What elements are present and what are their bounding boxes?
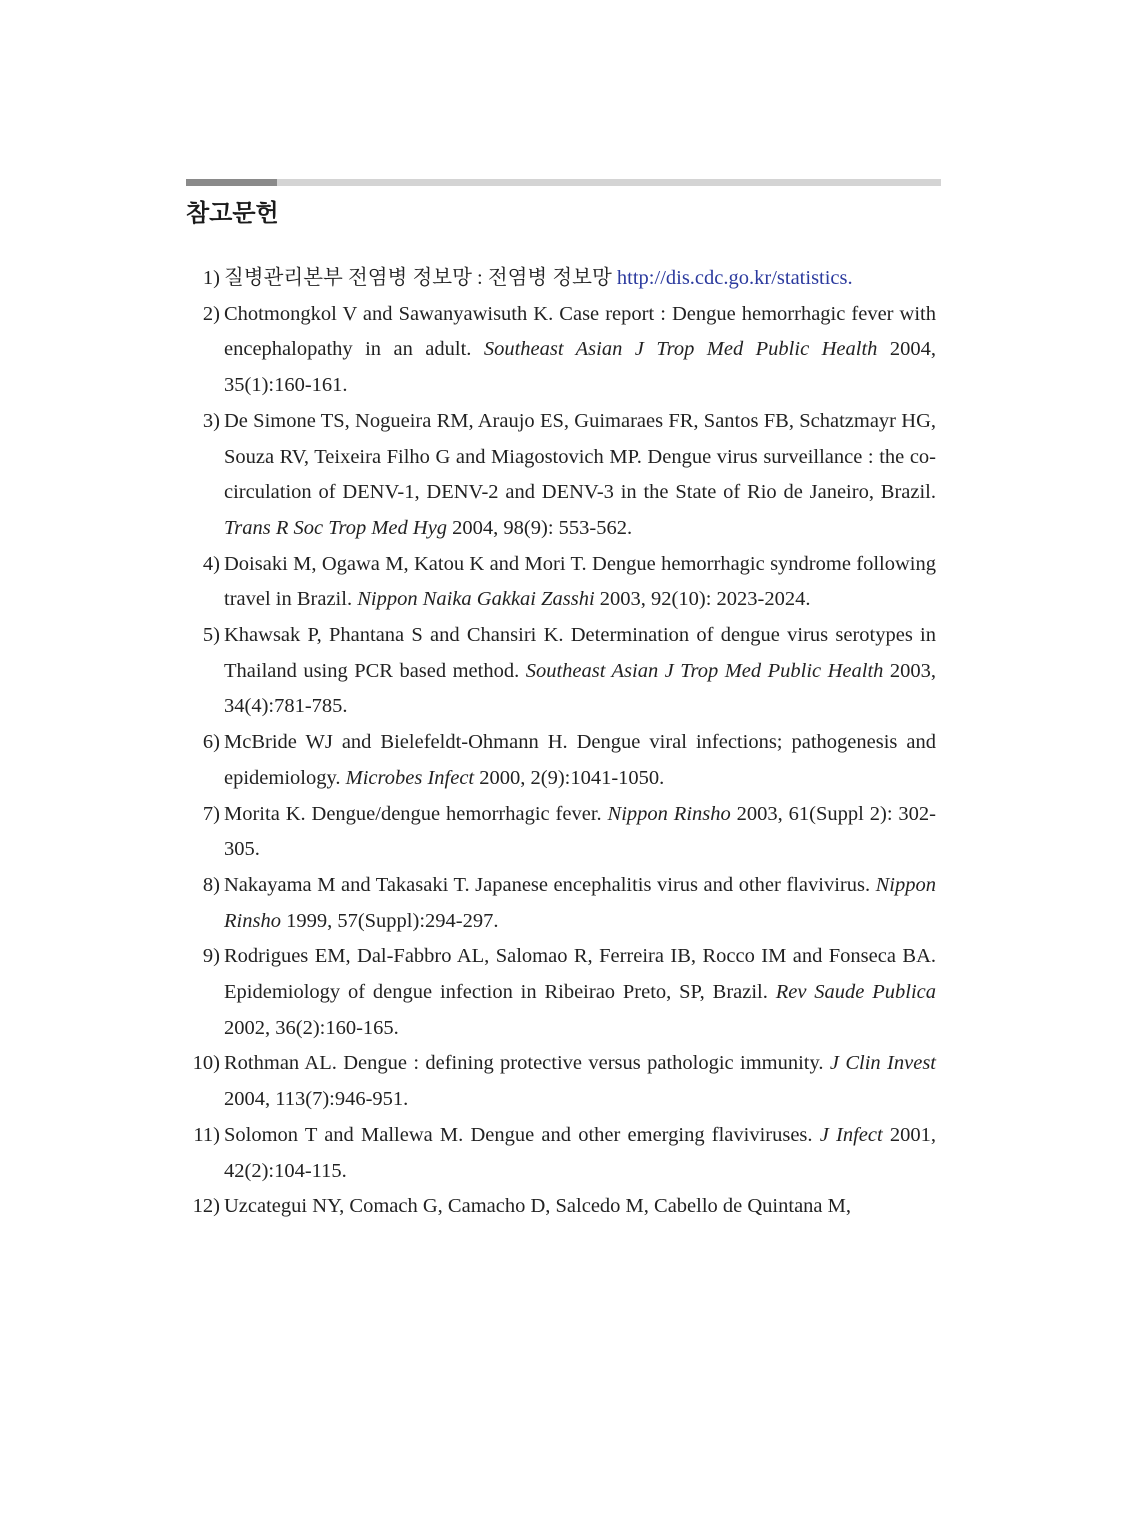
reference-item [186, 297, 936, 404]
reference-number: 7) [202, 802, 220, 825]
reference-item [186, 1046, 936, 1117]
reference-link[interactable]: http://dis.cdc.go.kr/statistics. [616, 267, 853, 289]
citation-details: 2003, 61(Suppl 2): 302-305. [224, 802, 936, 861]
reference-number: 9) [202, 945, 220, 968]
section-divider [186, 179, 941, 186]
reference-item [186, 725, 936, 796]
reference-text: Chotmongkol V and Sawanyawisuth K. Case report : Dengue hemorrhagic fever with encephalopathy in an adult. [224, 302, 936, 361]
citation-details: 1999, 57(Suppl):294-297. [280, 909, 499, 932]
journal-title: Trans R Soc Trop Med Hyg [224, 516, 448, 539]
journal-title: Nippon Rinsho [607, 802, 731, 825]
reference-number: 12) [192, 1195, 220, 1218]
reference-number: 2) [202, 302, 220, 325]
reference-text: Uzcategui NY, Comach G, Camacho D, Salcedo M, Cabello de Quintana M, [224, 1195, 852, 1218]
reference-list [186, 261, 936, 1225]
journal-title: Nippon Naika Gakkai Zasshi [357, 588, 595, 611]
reference-item [186, 868, 936, 939]
citation-details: 2002, 36(2):160-165. [224, 1016, 399, 1039]
reference-item [186, 1189, 936, 1225]
reference-item [186, 939, 936, 1046]
reference-number: 4) [202, 552, 220, 575]
reference-item [186, 618, 936, 725]
reference-item [186, 261, 936, 297]
reference-text: McBride WJ and Bielefeldt-Ohmann H. Dengue viral infections; pathogenesis and epidemiology. [224, 731, 936, 789]
reference-text: Khawsak P, Phantana S and Chansiri K. Determination of dengue virus serotypes in Thailand using PCR based method. [224, 624, 936, 682]
reference-number: 3) [202, 409, 220, 432]
citation-details: 2004, 113(7):946-951. [224, 1088, 409, 1111]
divider-accent [186, 179, 277, 186]
reference-text: Morita K. Dengue/dengue hemorrhagic fever. [224, 802, 608, 825]
reference-number: 10) [192, 1052, 220, 1075]
journal-title: Rev Saude Publica [775, 981, 936, 1004]
citation-details: 2000, 2(9):1041-1050. [474, 766, 665, 789]
reference-number: 6) [202, 731, 220, 754]
reference-item [186, 797, 936, 868]
reference-item [186, 547, 936, 618]
section-heading: 참고문헌 [186, 199, 279, 227]
citation-details: 2004, 35(1):160-161. [224, 338, 937, 397]
reference-number: 8) [202, 873, 220, 896]
citation-details: 2001, 42(2):104-115. [224, 1123, 937, 1182]
reference-text: Nakayama M and Takasaki T. Japanese encephalitis virus and other flavivirus. [224, 873, 876, 896]
reference-text: 질병관리본부 전염병 정보망 : 전염병 정보망 [224, 267, 617, 289]
citation-details: 2003, 92(10): 2023-2024. [594, 588, 811, 611]
journal-title: Southeast Asian J Trop Med Public Health [483, 338, 878, 361]
reference-text: Solomon T and Mallewa M. Dengue and other emerging flaviviruses. [224, 1123, 820, 1146]
reference-item [186, 404, 936, 547]
journal-title: J Infect [819, 1123, 883, 1146]
reference-text: Doisaki M, Ogawa M, Katou K and Mori T. Dengue hemorrhagic syndrome following travel in Brazil. [224, 552, 936, 611]
reference-text: Rodrigues EM, Dal-Fabbro AL, Salomao R, Ferreira IB, Rocco IM and Fonseca BA. Epidemiology of dengue infection in Ribeirao Preto, SP, Brazil. [224, 945, 936, 1004]
reference-number: 1) [202, 267, 220, 289]
journal-title: J Clin Invest [829, 1052, 936, 1075]
reference-number: 5) [202, 624, 220, 647]
citation-details: 2004, 98(9): 553-562. [447, 516, 633, 539]
journal-title: Microbes Infect [345, 766, 475, 789]
reference-number: 11) [193, 1123, 220, 1146]
reference-item [186, 1118, 936, 1189]
journal-title: Southeast Asian J Trop Med Public Health [525, 659, 884, 682]
citation-details: 2003, 34(4):781-785. [224, 659, 936, 718]
journal-title: Nippon Rinsho [224, 873, 936, 932]
reference-text: Rothman AL. Dengue : defining protective versus pathologic immunity. [224, 1052, 830, 1075]
reference-text: De Simone TS, Nogueira RM, Araujo ES, Guimaraes FR, Santos FB, Schatzmayr HG, Souza RV, Teixeira Filho G and Miagostovich MP. Dengue virus surveillance : the co-circulation of DENV-1, DENV-2 and DENV-3 in the State of Rio de Janeiro, Brazil. [224, 409, 936, 504]
